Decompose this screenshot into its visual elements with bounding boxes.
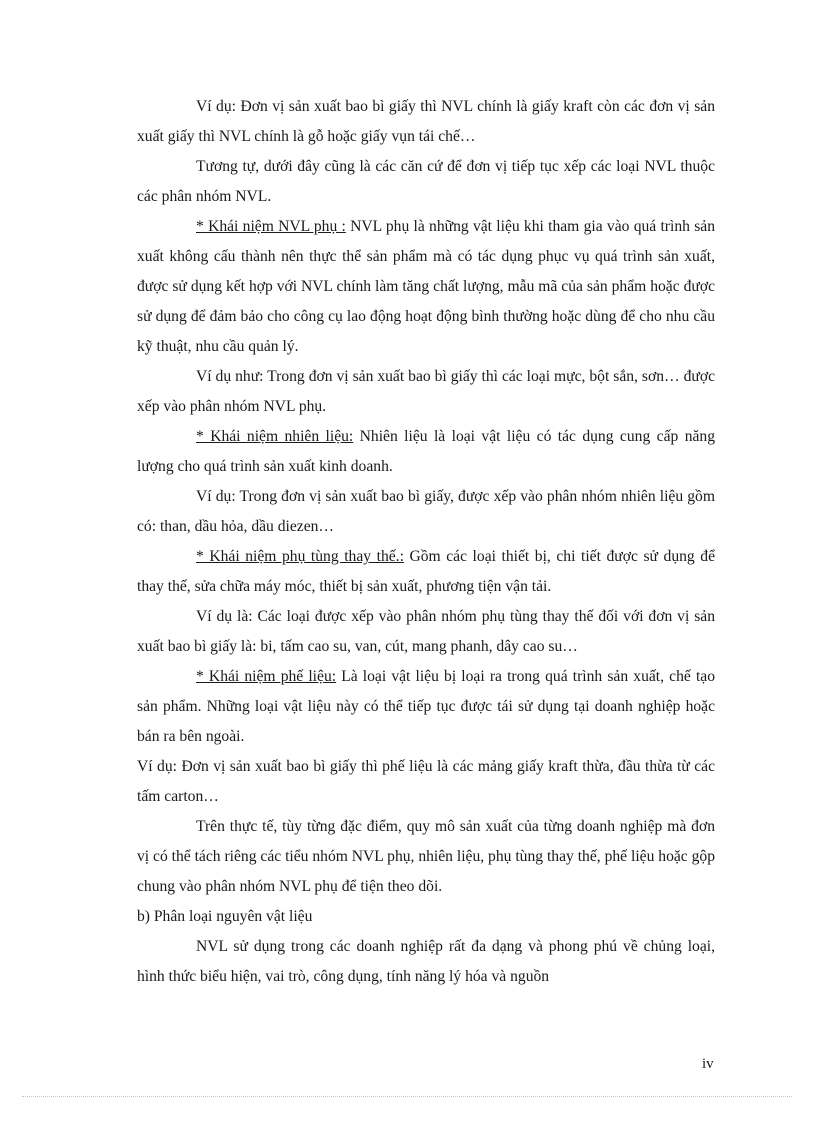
paragraph-similarly [137,152,715,212]
paragraph-example-spare-parts [137,602,715,662]
paragraph-text: Là loại vật liệu bị loại ra trong quá trình sản xuất, chế tạo sản phẩm. Những loại vật liệu này có thể tiếp tục được tái sử dụng tại doanh nghiệp hoặc bán ra bên ngoài. [137,668,715,745]
paragraph-text: Ví dụ: Đơn vị sản xuất bao bì giấy thì NVL chính là giấy kraft còn các đơn vị sản xuất giấy thì NVL chính là gỗ hoặc giấy vụn tái chế… [137,98,715,145]
paragraph-text: Nhiên liệu là loại vật liệu có tác dụng cung cấp năng lượng cho quá trình sản xuất kinh doanh. [137,428,715,475]
paragraph-in-practice [137,812,715,902]
paragraph-text: Tương tự, dưới đây cũng là các căn cứ để đơn vị tiếp tục xếp các loại NVL thuộc các phân nhóm NVL. [137,158,715,205]
term-heading: * Khái niệm phế liệu: [196,668,337,685]
paragraph-example-scrap [137,752,715,812]
term-heading: * Khái niệm NVL phụ : [196,218,346,235]
paragraph-text: Ví dụ như: Trong đơn vị sản xuất bao bì giấy thì các loại mực, bột sắn, sơn… được xếp vào phân nhóm NVL phụ. [137,368,715,415]
paragraph-text: Gồm các loại thiết bị, chi tiết được sử dụng để thay thế, sửa chữa máy móc, thiết bị sản xuất, phương tiện vận tải. [137,548,716,595]
paragraph-example-auxiliary [137,362,715,422]
section-heading-classification [137,902,715,932]
paragraph-spare-parts [137,542,715,602]
paragraph-example-main-material [137,92,715,152]
paragraph-text: Ví dụ: Trong đơn vị sản xuất bao bì giấy, được xếp vào phân nhóm nhiên liệu gồm có: than, dầu hỏa, dầu diezen… [137,488,715,535]
paragraph-auxiliary-material [137,212,715,362]
paragraph-text: NVL sử dụng trong các doanh nghiệp rất đa dạng và phong phú về chủng loại, hình thức biểu hiện, vai trò, công dụng, tính năng lý hóa và nguồn [137,938,715,985]
section-heading-text: b) Phân loại nguyên vật liệu [137,908,313,925]
paragraph-example-fuel [137,482,715,542]
paragraph-classification-intro [137,932,715,992]
page-body [137,92,715,992]
paragraph-text: Ví dụ là: Các loại được xếp vào phân nhóm phụ tùng thay thế đối với đơn vị sản xuất bao bì giấy là: bi, tấm cao su, van, cút, mang phanh, dây cao su… [137,608,715,655]
paragraph-text: Trên thực tế, tùy từng đặc điểm, quy mô sản xuất của từng doanh nghiệp mà đơn vị có thể tách riêng các tiểu nhóm NVL phụ, nhiên liệu, phụ tùng thay thế, phế liệu hoặc gộp chung vào phân nhóm NVL phụ để tiện theo dõi. [137,818,715,895]
paragraph-scrap [137,662,715,752]
page-number: iv [702,1056,714,1072]
term-heading: * Khái niệm phụ tùng thay thế.: [196,548,404,565]
paragraph-text: NVL phụ là những vật liệu khi tham gia vào quá trình sản xuất không cấu thành nên thực thể sản phẩm mà có tác dụng phục vụ quá trình sản xuất, được sử dụng kết hợp với NVL chính làm tăng chất lượng, mẫu mã của sản phẩm hoặc được sử dụng để đảm bảo cho công cụ lao động hoạt động bình thường hoặc dùng để cho nhu cầu kỹ thuật, nhu cầu quản lý. [137,218,715,355]
paragraph-fuel [137,422,715,482]
paragraph-text: Ví dụ: Đơn vị sản xuất bao bì giấy thì phế liệu là các mảng giấy kraft thừa, đầu thừa từ các tấm carton… [137,758,715,805]
page-bottom-divider [22,1096,792,1097]
term-heading: * Khái niệm nhiên liệu: [196,428,354,445]
